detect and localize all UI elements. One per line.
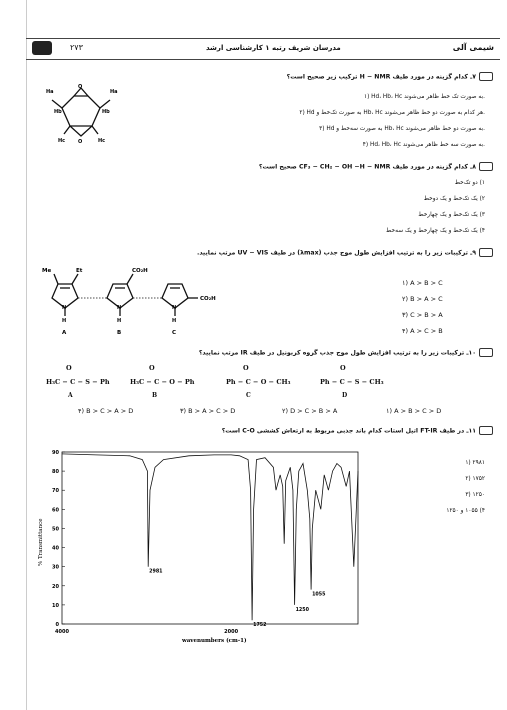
peak-label: 1752 <box>253 623 267 629</box>
q7-option-3: ۳) Hd به صورت سه‌خط و Hb، Hc به صورت دو خط ظاهر می‌شوند. <box>319 126 485 132</box>
q10-carbonyl-o-a: O <box>66 364 72 372</box>
q10-label-d: D <box>342 392 348 399</box>
y-tick-label: 50 <box>52 526 59 533</box>
peak-label: 1055 <box>312 592 326 598</box>
page-header <box>26 38 500 60</box>
y-tick-label: 90 <box>52 450 59 456</box>
q9-h-c: H <box>172 318 177 324</box>
question-10-text: ۱۰ـ ترکیبات زیر را به ترتیب افزایش طول موج جذب گروه کربونیل در طیف IR مرتب نمایید؟ <box>198 349 476 357</box>
q9-sub-co2h-c: CO₂H <box>200 296 216 302</box>
question-7 <box>287 72 493 81</box>
q8-option-4: ۴) یک تک‌خط و یک چهارخط و یک سه‌خط <box>386 228 485 234</box>
question-11-text: ۱۱ـ در طیف FT-IR اتیل استات کدام باند جذبی مربوط به ارتعاش کششی C-O است؟ <box>221 427 476 435</box>
q7-label-hb-left: Hb <box>54 109 62 115</box>
q10-label-b: B <box>152 392 158 399</box>
peak-label: 2981 <box>149 569 163 575</box>
q9-option-2: ۲) B > A > C <box>402 295 443 303</box>
q9-h-a: H <box>62 318 67 324</box>
q9-option-1: ۱) A > B > C <box>402 279 443 287</box>
q10-option-3: ۳) B > A > C > D <box>180 407 236 415</box>
y-tick-label: 60 <box>52 507 59 514</box>
question-7-text: ۷ـ کدام گزینه در مورد طیف H − NMR ترکیب زیر صحیح است؟ <box>286 73 476 81</box>
question-8 <box>259 162 493 171</box>
page-badge <box>32 41 52 55</box>
q10-carbonyl-o-d: O <box>340 364 346 372</box>
q9-sub-me: Me <box>42 268 52 274</box>
q11-option-1: ۱) ۲۹۸۱ <box>465 460 485 466</box>
header-subtitle: مدرسان شریف رتبه ۱ کارشناسی ارشد <box>206 44 341 52</box>
x-axis-label: wavenumbers (cm-1) <box>182 638 247 644</box>
q9-n-c: N <box>172 305 177 311</box>
q8-option-2: ۲) یک تک‌خط و یک دوخط <box>423 196 485 202</box>
q7-label-hb-right: Hb <box>102 109 110 115</box>
q9-n-a: N <box>62 305 67 311</box>
question-10 <box>199 348 493 357</box>
q8-option-1: ۱) دو تک‌خط <box>454 180 485 186</box>
q9-label-c: C <box>172 330 177 336</box>
peak-label: 1250 <box>295 607 309 613</box>
y-tick-label: 10 <box>52 602 59 609</box>
page-number: ۲۷۳ <box>70 43 83 52</box>
pencil-icon <box>479 348 493 357</box>
q10-compound-d: Ph − C − S − CH₃ <box>320 378 384 386</box>
q9-structures <box>40 262 260 342</box>
question-8-text: ۸ـ کدام گزینه در مورد طیف CF₃ − CH₂ − OH −H − NMR صحیح است؟ <box>258 163 476 171</box>
q10-carbonyl-o-c: O <box>243 364 249 372</box>
q10-compound-c: Ph − C − O − CH₃ <box>226 378 291 386</box>
pencil-icon <box>479 426 493 435</box>
pencil-icon <box>479 248 493 257</box>
y-tick-label: 80 <box>52 469 59 476</box>
q7-label-hc-right: Hc <box>98 138 106 144</box>
q10-label-a: A <box>68 392 73 399</box>
y-tick-label: 0 <box>55 622 59 628</box>
q9-sub-et: Et <box>76 268 83 274</box>
question-9-text: ۹ـ ترکیبات زیر را به ترتیب افزایش طول موج جذب (λmax) در طیف UV − VIS مرتب نمایید. <box>197 249 476 257</box>
q7-label-hc-left: Hc <box>58 138 66 144</box>
q9-sub-co2h-b: CO₂H <box>132 268 148 274</box>
q10-option-2: ۲) D > C > B > A <box>282 407 338 415</box>
q7-option-2: ۲) Hd به صورت تک‌خط و Hb، Hc هر کدام به صورت دو خط ظاهر می‌شوند. <box>299 110 485 116</box>
y-axis-label: % Transmittance <box>38 518 44 566</box>
y-tick-label: 20 <box>52 583 59 590</box>
q9-option-3: ۳) C > B > A <box>402 311 443 319</box>
q7-option-1: ۱) Hd، Hb، Hc به صورت تک خط ظاهر می‌شوند. <box>363 94 485 100</box>
q10-option-4: ۴) B > C > A > D <box>78 407 134 415</box>
y-tick-label: 30 <box>52 564 59 571</box>
q10-label-c: C <box>246 392 251 399</box>
header-title: شیمی آلی <box>452 43 494 52</box>
q11-option-4: ۴) ۱۰۵۵ و ۱۲۵۰ <box>446 508 485 514</box>
q10-carbonyl-o-b: O <box>149 364 155 372</box>
question-11 <box>222 426 493 435</box>
q8-option-3: ۳) یک تک‌خط و یک چهارخط <box>418 212 485 218</box>
y-tick-label: 70 <box>52 488 59 495</box>
q7-option-4: ۴) Hd، Hb، Hc به صورت سه خط ظاهر می‌شوند. <box>362 142 485 148</box>
q7-label-o-bottom: O <box>78 139 83 145</box>
q7-label-ha-right: Ha <box>110 89 118 95</box>
q7-label-ha-left: Ha <box>46 89 54 95</box>
q9-option-4: ۴) A > C > B <box>402 327 443 335</box>
chart-frame <box>62 452 358 624</box>
q10-option-1: ۱) A > B > C > D <box>386 407 442 415</box>
question-9 <box>197 248 493 257</box>
q9-label-a: A <box>62 330 67 336</box>
ir-spectrum-chart <box>32 446 362 646</box>
q11-option-3: ۳) ۱۲۵۰ <box>465 492 485 498</box>
q7-label-o-top: O <box>78 84 83 90</box>
x-tick-label: 4000 <box>55 629 69 635</box>
q7-structure <box>40 80 130 150</box>
q9-n-b: N <box>117 305 122 311</box>
pencil-icon <box>479 72 493 81</box>
q11-option-2: ۲) ۱۷۵۲ <box>465 476 485 482</box>
q10-compound-b: H₃C − C − O − Ph <box>130 378 195 386</box>
q9-label-b: B <box>117 330 122 336</box>
q10-compound-a: H₃C − C − S − Ph <box>46 378 110 386</box>
x-tick-label: 2000 <box>224 629 239 635</box>
pencil-icon <box>479 162 493 171</box>
q9-h-b: H <box>117 318 122 324</box>
y-tick-label: 40 <box>52 545 59 552</box>
